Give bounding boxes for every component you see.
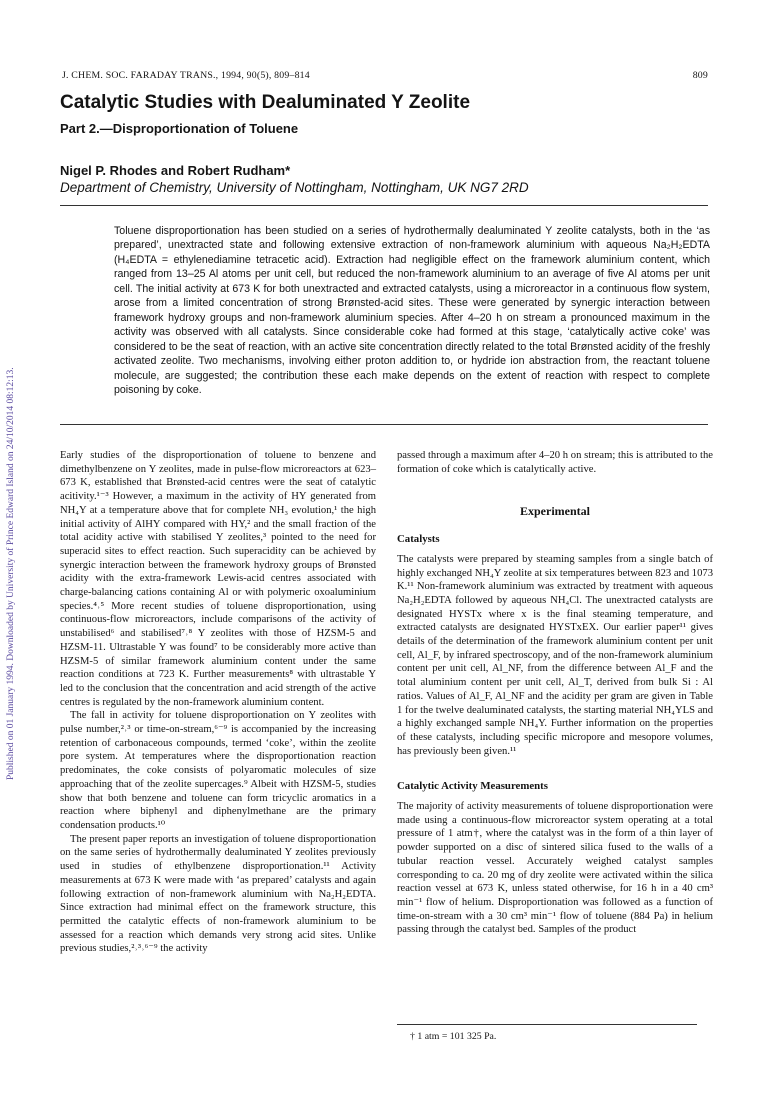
footnote-rule <box>397 1024 697 1025</box>
page-number: 809 <box>692 70 708 81</box>
left-column <box>60 449 376 956</box>
intro-paragraph-1: Early studies of the disproportionation of toluene to benzene and dimethylbenzene on Y zeolites, made in pulse-flow microreactors at 623–673 K, established that Brønsted-acid centres were the seat of catalytic acitivity.¹⁻³ However, a maximum in the activity of HY generated from NH₄Y at a temperature above that for complete NH₃ evolution,¹ the high initial activity of AlHY compared with HY,² and the small fraction of the total acidity active with stabilised Y zeolites,³ pointed to the need for superacid sites to effect reaction. Such superacidity can be achieved by synergic interaction between the framework hydroxy groups of Brønsted acidity with the extra-framework Lewis-acid centres associated with charge-balancing cations containing Al or with polymeric oxoaluminium species.⁴˒⁵ More recent studies of toluene disproportionation, using continuous-flow microreactors, include comparisons of the activity of unstabilised⁶ and stabilised⁷˒⁸ Y zeolites with those of HZSM-5 and HZSM-11. Ultrastable Y was found⁷ to be considerably more active than HZSM-5 of similar framework aluminium content under the same reaction conditions at 723 K. Further measurements⁸ with ultrastable Y led to the conclusion that the concentration and acid strength of the active centres is regulated by the non-framework aluminium content. <box>60 450 376 708</box>
subsection-heading-activity: Catalytic Activity Measurements <box>397 780 548 793</box>
intro-paragraph-continued: passed through a maximum after 4–20 h on stream; this is attributed to the formation of coke which is catalytically active. <box>397 450 713 475</box>
journal-citation: J. CHEM. SOC. FARADAY TRANS., 1994, 90(5), 809–814 <box>62 70 310 81</box>
author-affiliation: Department of Chemistry, University of Nottingham, Nottingham, UK NG7 2RD <box>60 180 529 195</box>
intro-paragraph-2: The fall in activity for toluene disproportionation on Y zeolites with pulse number,²˒³ or time-on-stream,⁶⁻⁹ is accompanied by the increasing retention of carbonaceous compounds, termed ‘coke’, within the zeolite pore system. At temperatures where the disproportionation reaction predominates, the coke consists of polyaromatic molecules of size approaching that of the zeolite supercages.⁹ Albeit with HZSM-5, studies show that both benzene and toluene can form tricyclic aromatics in a reaction where biphenyl and diphenylmethane are the primary condensation products.¹⁰ <box>60 710 376 831</box>
intro-paragraph-3: The present paper reports an investigation of toluene disproportionation on the same series of hydrothermally dealuminated Y zeolites previously used in studies of ethylbenzene disproportionation.¹¹ Activity measurements at 673 K were made with ‘as prepared’ catalysts and again following extraction of non-framework aluminium with Na₂H₂EDTA. Since extraction had minimal effect on the framework structure, this permitted the catalytic effects of non-framework aluminium to be assessed for a reaction which demands very strong acid sites. Unlike previous studies,²˒³˒⁶⁻⁹ the activity <box>60 833 376 955</box>
subsection-heading-catalysts: Catalysts <box>397 533 440 546</box>
section-heading-experimental: Experimental <box>520 504 590 519</box>
abstract: Toluene disproportionation has been studied on a series of hydrothermally dealuminated Y zeolite catalysts, both in the ‘as prepared’, unextracted state and following extensive extraction of non-framework aluminium with aqueous Na₂H₂EDTA (H₄EDTA = ethylenediamine tetracetic acid). Extraction had negligible effect on the framework aluminium content, which ranged from 13–25 Al atoms per unit cell, but reduced the non-framework aluminium to an average of five Al atoms per unit cell. The initial activity at 673 K for both unextracted and extracted catalysts, using a microreactor in a continuous flow system, arose from a limited concentration of strong Brønsted-acid sites. These were generated by synergic interaction between framework hydroxy groups and non-framework aluminium species. After 4–20 h on stream a pronounced maximum in the activity was observed with all catalysts. Since considerable coke had formed at this stage, ‘catalytically active coke’ was considered to be the seat of reaction, with an active site concentration directly related to the total Brønsted acidity of the freshly activated zeolite. Two mechanisms, involving either proton addition to, or hydride ion abstraction from, the reactant toluene molecule, are suggested; the contribution these each make depends on the extent of reaction with respect to complete poisoning by coke. <box>114 225 710 396</box>
footnote: † 1 atm = 101 325 Pa. <box>410 1031 497 1042</box>
author-list: Nigel P. Rhodes and Robert Rudham* <box>60 163 291 178</box>
activity-paragraph: The majority of activity measurements of toluene disproportionation were made using a continuous-flow microreactor system operating at a total pressure of 1 atm†, where the catalyst was in the form of a thin layer of powder supported on a disc of sintered silica fused to the walls of a tubular reaction vessel. Accurately weighed catalyst samples corresponding to ca. 20 mg of dry zeolite were activated within the silica reaction vessel at 673 K, unless stated otherwise, for 16 h in a 40 cm³ min⁻¹ flow of helium. Disproportionation was followed as a function of time-on-stream with a 30 cm³ min⁻¹ flow of toluene (884 Pa) in helium passing through the catalyst bed. Samples of the product <box>397 801 713 936</box>
download-watermark <box>6 180 18 780</box>
abstract-bottom-rule <box>60 424 708 425</box>
catalysts-paragraph: The catalysts were prepared by steaming samples from a single batch of highly exchanged NH₄Y zeolite at six temperatures between 823 and 1073 K.¹¹ Non-framework aluminium was extracted by treatment with aqueous Na₂H₂EDTA followed by aqueous NH₄Cl. The unextracted catalysts are designated HYSTx where x is the final steaming temperature, and extracted catalysts are designated HYSTxEX. Our earlier paper¹¹ gives details of the determination of the framework aluminium content per unit cell, Al_F, by infrared spectroscopy, and of the non-framework aluminium content per unit cell, Al_NF, from the difference between Al_F and the total aluminium content per unit cell, Al_T, derived from bulk Si : Al ratios. Values of Al_F, Al_NF and the acidity per gram are given in Table 1 for the twelve dealuminated catalysts, the starting material NH₄YLS and a highly exchanged sample NH₄Y. Further information on the properties of these catalysts, including specific micropore and mesopore volumes, has previously been given.¹¹ <box>397 553 713 757</box>
article-subtitle: Part 2.—Disproportionation of Toluene <box>60 121 299 136</box>
article-title: Catalytic Studies with Dealuminated Y Zeolite <box>60 92 471 113</box>
download-note: Published on 01 January 1994. Downloaded by University of Prince Edward Island on 24/10/2014 08:12:13. <box>6 367 16 780</box>
right-column <box>397 449 713 937</box>
running-header <box>62 70 708 81</box>
abstract-top-rule <box>60 205 708 206</box>
